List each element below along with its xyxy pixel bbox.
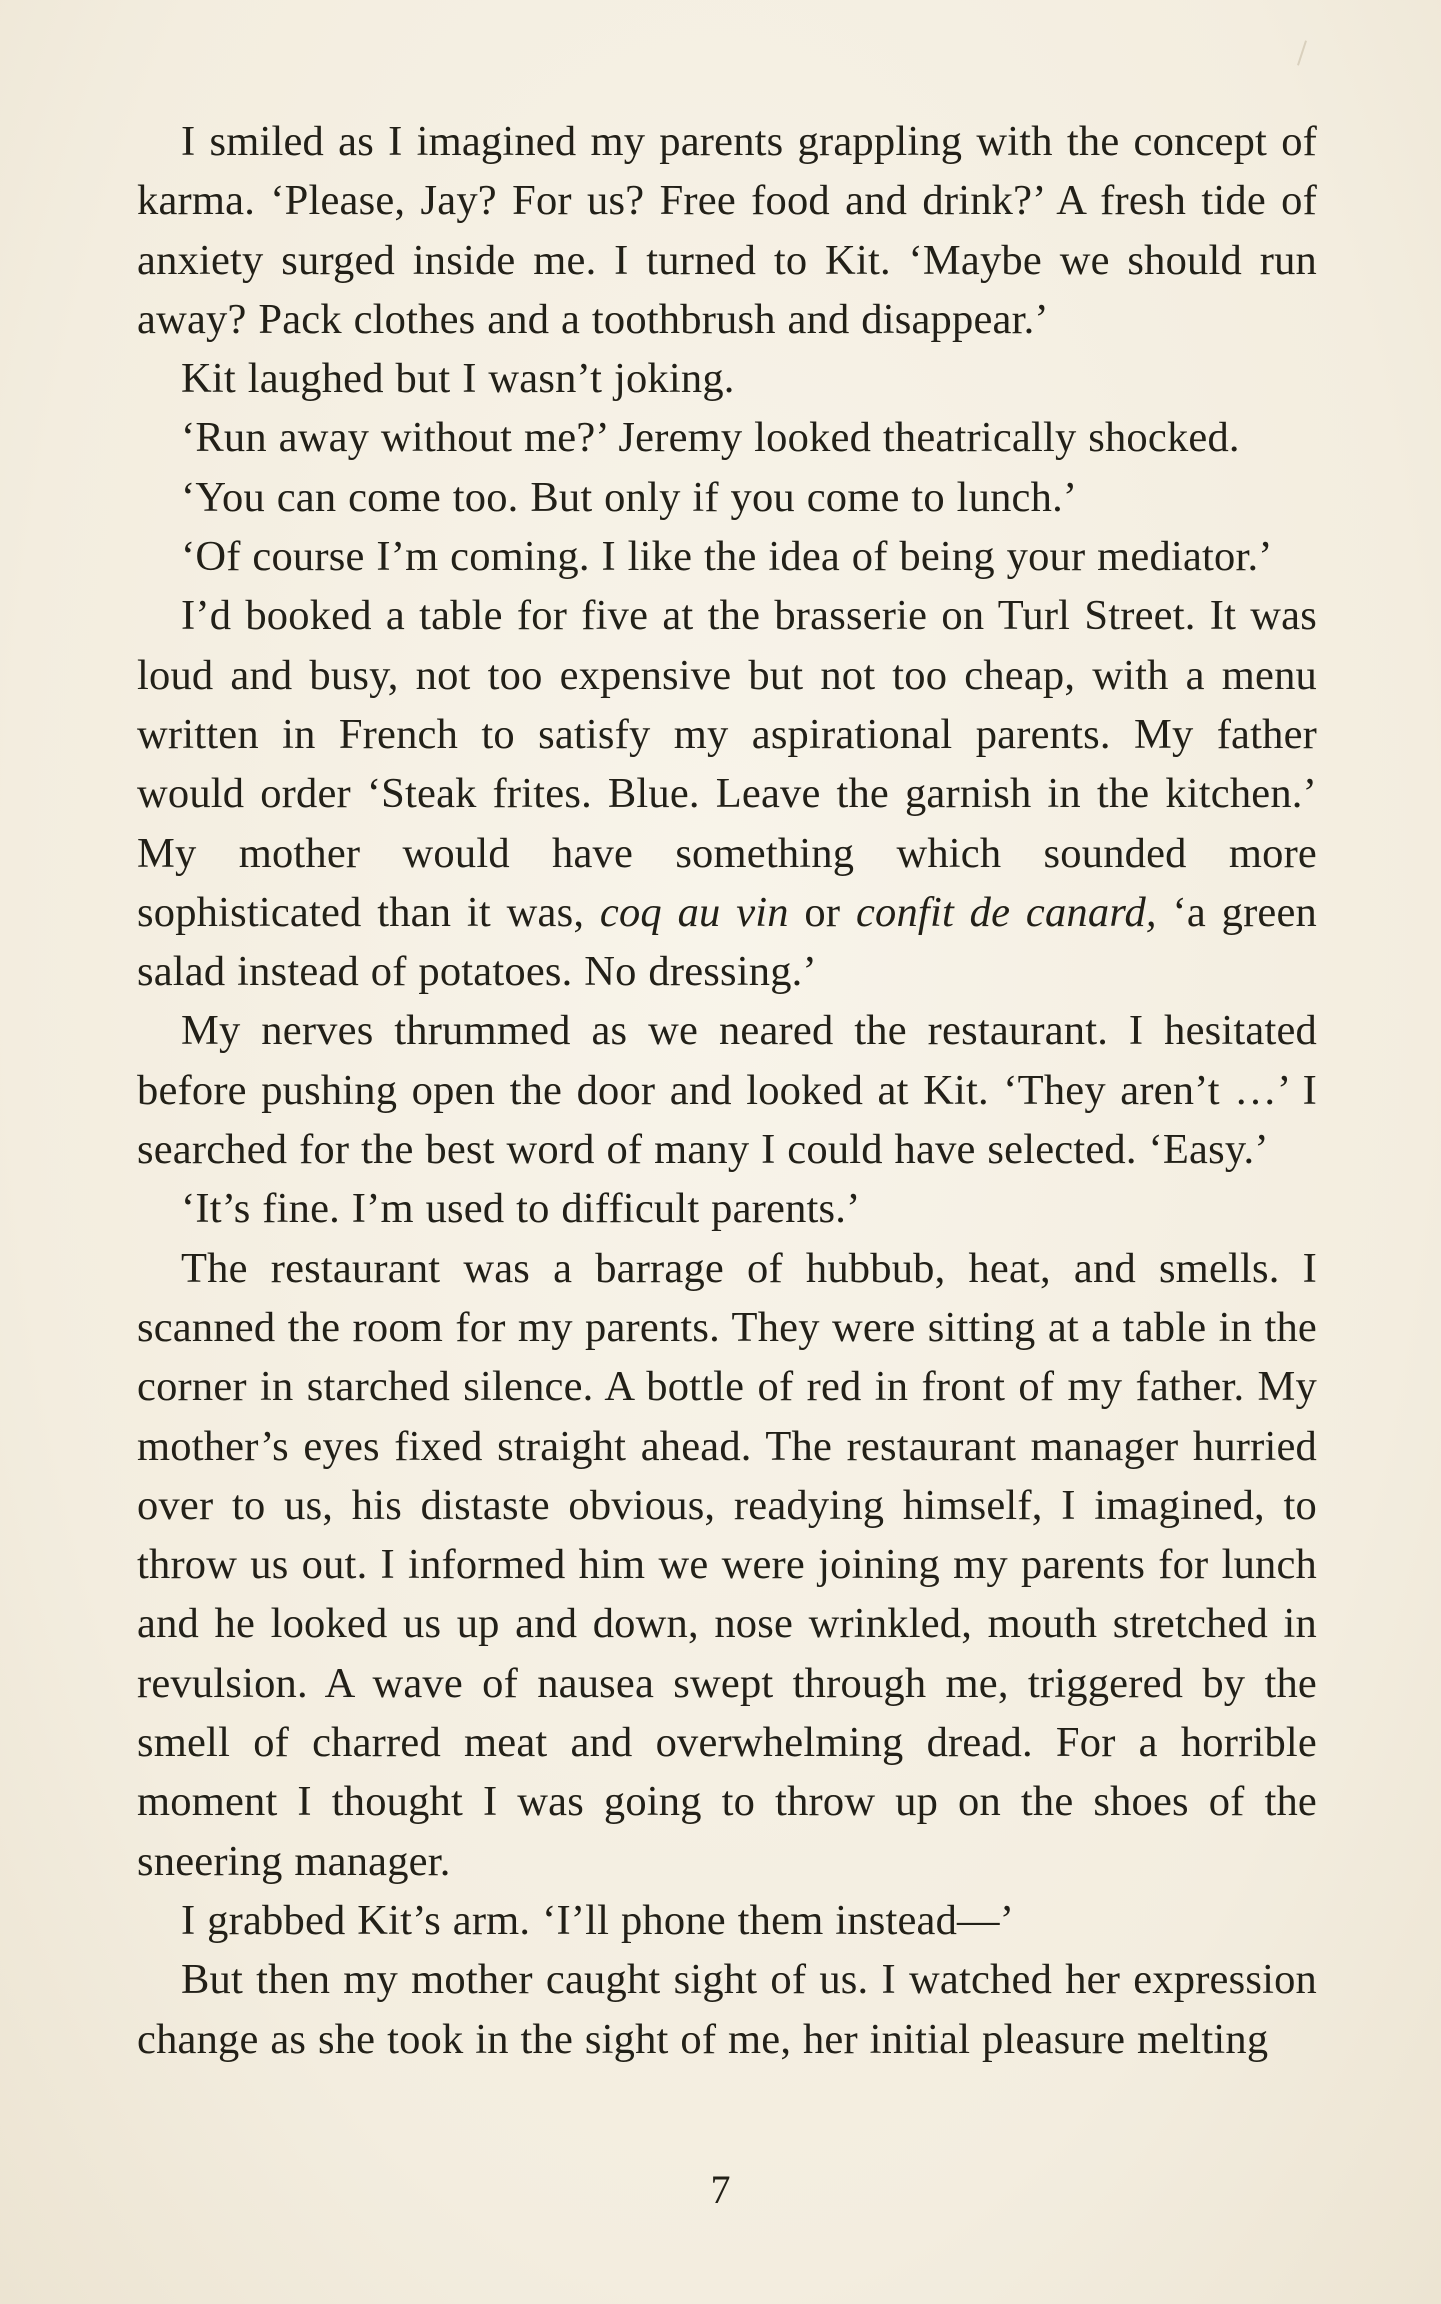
paragraph-text: The restaurant was a barrage of hubbub, heat, and smells. I scanned the room for my parents. They were sitting at a table in the corner in starched silence. A bottle of red in front of my father. My mother’s eyes fixed straight ahead. The restaurant manager hurried over to us, his distaste obvious, readying himself, I imagined, to throw us out. I informed him we were joining my parents for lunch and he looked us up and down, nose wrinkled, mouth stretched in revulsion. A wave of nausea swept through me, triggered by the smell of charred meat and overwhelming dread. For a horrible moment I thought I was going to throw up on the shoes of the sneering manager. [137,1244,1317,1885]
body-text [137,112,1317,2069]
paragraph [137,527,1317,586]
paragraph [137,468,1317,527]
italic-phrase: confit de canard, [855,888,1157,936]
paragraph-text: ‘You can come too. But only if you come to lunch.’ [181,473,1078,521]
paragraph [137,112,1317,349]
page-number: 7 [710,2167,731,2212]
paragraph-text: or [788,888,856,936]
paragraph-text: ‘a green salad instead of potatoes. No dressing.’ [137,888,1317,996]
paragraph [137,349,1317,408]
paragraph [137,1179,1317,1238]
paragraph-text: ‘Run away without me?’ Jeremy looked theatrically shocked. [181,414,1240,462]
paragraph-text: But then my mother caught sight of us. I watched her expression change as she took in the sight of me, her initial pleasure melting [137,1956,1317,2063]
paragraph-text: I’d booked a table for five at the brasserie on Turl Street. It was loud and busy, not too expensive but not too cheap, with a menu written in French to satisfy my aspirational parents. My father would order ‘Steak frites. Blue. Leave the garnish in the kitchen.’ My mother would have something which sounded more sophisticated than it was, [137,592,1317,936]
paragraph [137,1950,1317,2069]
paragraph-text: My nerves thrummed as we neared the restaurant. I hesitated before pushing open the door and looked at Kit. ‘They aren’t …’ I searched for the best word of many I could have selected. ‘Easy.’ [137,1007,1317,1174]
paragraph-text: I smiled as I imagined my parents grappling with the concept of karma. ‘Please, Jay? For us? Free food and drink?’ A fresh tide of anxiety surged inside me. I turned to Kit. ‘Maybe we should run away? Pack clothes and a toothbrush and disappear.’ [137,118,1317,343]
paragraph [137,1001,1317,1179]
italic-phrase: coq au vin [599,888,789,936]
paragraph-text: I grabbed Kit’s arm. ‘I’ll phone them instead—’ [181,1896,1015,1944]
paragraph-text: ‘Of course I’m coming. I like the idea of being your mediator.’ [181,533,1273,581]
paragraph-text: Kit laughed but I wasn’t joking. [181,355,735,403]
page-mark [1297,40,1307,65]
paragraph [137,586,1317,1001]
paragraph-text: ‘It’s fine. I’m used to difficult parents.’ [181,1185,861,1233]
paragraph [137,408,1317,467]
paragraph [137,1891,1317,1950]
paragraph [137,1239,1317,1891]
